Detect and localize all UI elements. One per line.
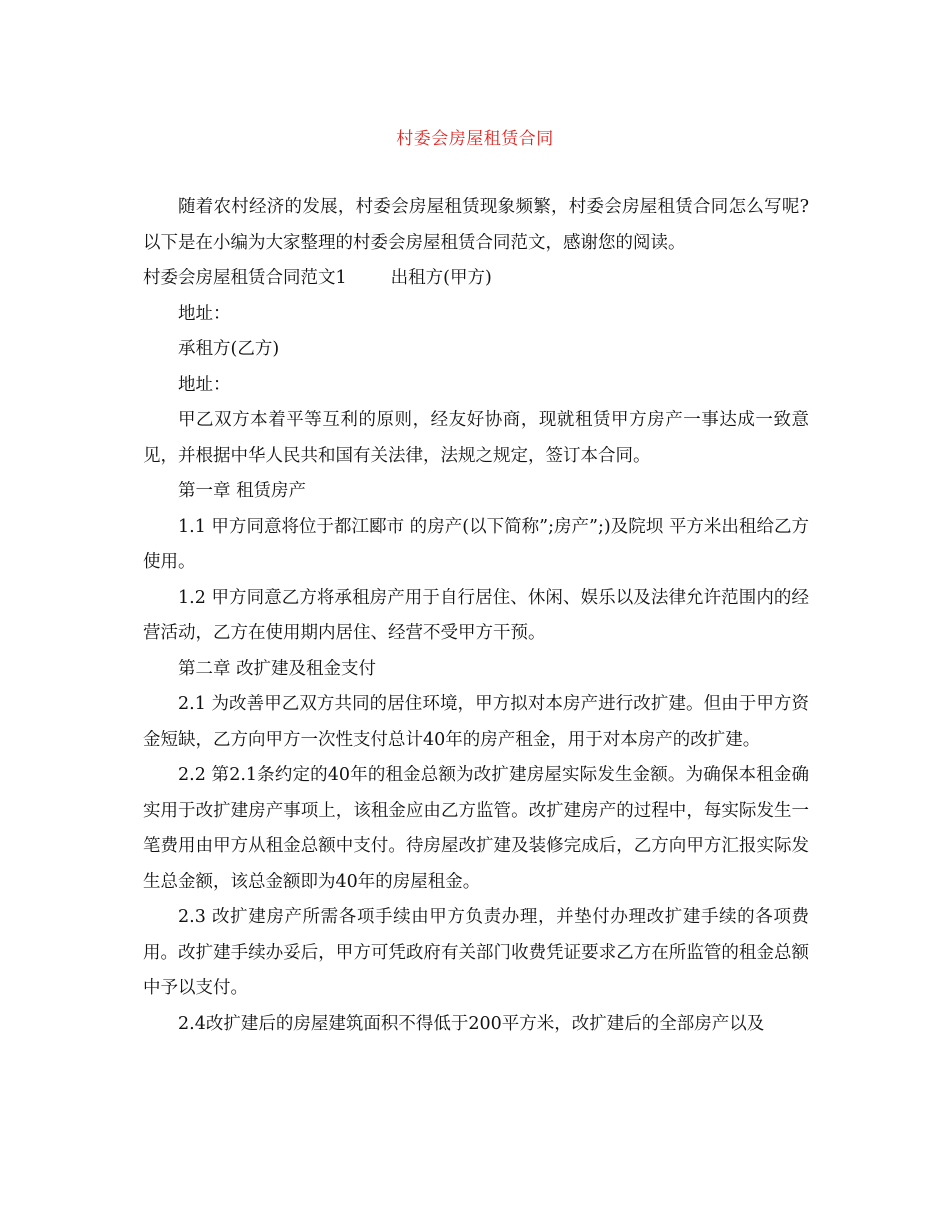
lessor-address: 地址：: [178, 303, 231, 324]
clause-2-2: 2.2 第2.1条约定的40年的租金总额为改扩建房屋实际发生金额。为确保本租金确实用于改扩建房产事项上，该租金应由乙方监管。改扩建房产的过程中，每实际发生一笔费用由甲方从租金总额中支付。待房屋改扩建及装修完成后，乙方向甲方汇报实际发生总金额，该总金额即为40年的房屋租金。: [143, 765, 809, 892]
chapter-2-heading: 第二章 改扩建及租金支付: [178, 658, 377, 679]
preamble-paragraph: 甲乙双方本着平等互利的原则，经友好协商，现就租赁甲方房产一事达成一致意见，并根据中华人民共和国有关法律，法规之规定，签订本合同。: [143, 410, 809, 466]
clause-1-2: 1.2 甲方同意乙方将承租房产用于自行居住、休闲、娱乐以及法律允许范围内的经营活动，乙方在使用期内居住、经营不受甲方干预。: [143, 587, 809, 643]
intro-paragraph: 随着农村经济的发展，村委会房屋租赁现象频繁，村委会房屋租赁合同怎么写呢?以下是在小编为大家整理的村委会房屋租赁合同范文，感谢您的阅读。: [143, 197, 809, 253]
lessee-address: 地址：: [178, 374, 231, 395]
clause-2-3: 2.3 改扩建房产所需各项手续由甲方负责办理，并垫付办理改扩建手续的各项费用。改扩建手续办妥后，甲方可凭政府有关部门收费凭证要求乙方在所监管的租金总额中予以支付。: [143, 907, 809, 998]
sample-heading: 村委会房屋租赁合同范文1: [143, 268, 347, 288]
clause-1-1: 1.1 甲方同意将位于都江郾市 的房产(以下简称”;房产”;)及院坝 平方米出租给乙方使用。: [143, 516, 809, 572]
clause-2-1: 2.1 为改善甲乙双方共同的居住环境，甲方拟对本房产进行改扩建。但由于甲方资金短缺，乙方向甲方一次性支付总计40年的房产租金，用于对本房产的改扩建。: [143, 694, 809, 750]
sample-heading-line: [143, 261, 809, 297]
lessee-label: 承租方(乙方): [178, 339, 280, 359]
document-body: [143, 190, 809, 1042]
clause-2-4: 2.4改扩建后的房屋建筑面积不得低于200平方米，改扩建后的全部房产以及: [178, 1013, 765, 1034]
lessor-label: 出租方(甲方): [390, 268, 492, 288]
chapter-1-heading: 第一章 租赁房产: [178, 481, 307, 501]
document-title: 村委会房屋租赁合同: [396, 129, 554, 149]
